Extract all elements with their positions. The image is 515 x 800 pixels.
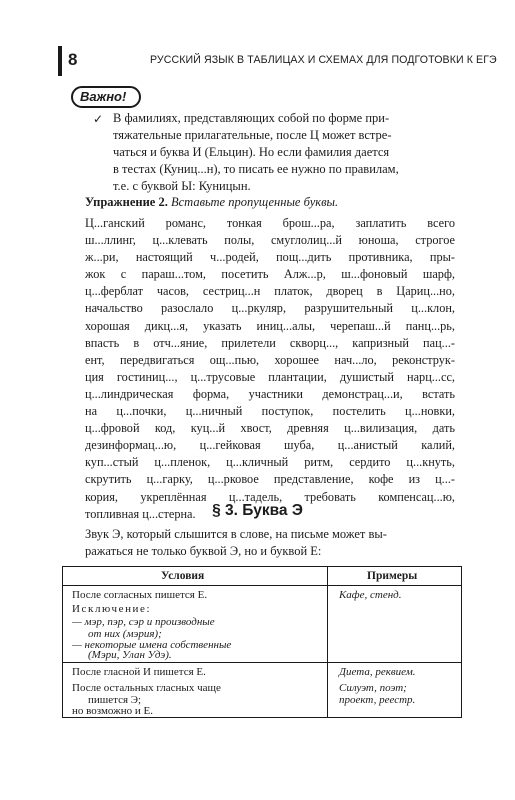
exception-item: (Мэри, Улан Удэ). [88,649,172,661]
rule-vowel-i: После гласной И пишется Е. [72,666,206,678]
exercise-line: на ц...почки, ц...ничный поступок, постелить ц...новки, [85,404,455,419]
example-cell: Силуэт, поэт; [339,682,407,694]
exercise-line: ц...фровой код, куц...й хвост, древняя ц...вилизация, дать [85,421,455,436]
example-cell: Диета, реквием. [339,666,416,678]
exercise-line: дезинформац...ю, ц...гейковая шуба, ц...анистый калий, [85,438,455,453]
exercise-line: хорошая дикц...я, указать иниц...алы, черепаш...й панц...рь, [85,318,455,333]
exception-label: Исключение: [72,603,152,615]
rules-table [62,566,462,718]
running-title: РУССКИЙ ЯЗЫК В ТАБЛИЦАХ И СХЕМАХ ДЛЯ ПОДГОТОВКИ К ЕГЭ [150,54,497,66]
table-divider [327,567,328,717]
exercise-instruction: Вставьте пропущенные буквы. [170,195,339,209]
header-conditions: Условия [161,570,205,582]
exercise-line: ш...ллинг, ц...клевать полы, смуглолиц...й юноша, строгое [85,233,455,248]
important-note [113,110,453,195]
note-line: т.е. с буквой Ы: Куницын. [113,179,251,193]
note-line: в тестах (Куниц...н), то писать ее нужно по правилам, [113,162,399,176]
example-cell: Кафе, стенд. [339,589,402,601]
rule-other-vowels: но возможно и Е. [72,705,153,717]
rule-other-vowels: пишется Э; [88,694,142,706]
exercise-line: топливная ц...стерна. [85,506,196,521]
header-bar [58,46,62,76]
rule-consonant: После согласных пишется Е. [72,589,208,601]
exception-item: — мэр, пэр, сэр и производные [72,616,215,628]
example-cell: проект, реестр. [339,694,416,706]
note-line: чаться и буква И (Ельцин). Но если фамилия дается [113,145,390,159]
exception-item: — некоторые имена собственные [72,639,232,651]
exercise-heading [85,195,338,210]
checkmark-icon: ✓ [93,112,104,126]
important-label: Важно! [80,89,127,104]
exercise-line: кория, укреплённая ц...тадель, требовать компенсац...ю, [85,489,455,504]
exercise-line: ент, передвигаться ощ...пью, хорошее нач...ло, реконструк- [85,352,455,367]
exercise-line: жок с параш...том, посетить Алж...р, ш...фоновый шарф, [85,267,455,282]
exercise-line: впасть в отч...яние, прилетели скворц..., капризный пац...- [85,335,455,350]
intro-line: ражаться не только буквой Э, но и буквой Е: [85,544,322,558]
page-number: 8 [68,50,78,69]
intro-line: Звук Э, который слышится в слове, на письме может вы- [85,527,387,541]
rule-other-vowels: После остальных гласных чаще [72,682,221,694]
section-title: § 3. Буква Э [212,502,303,519]
exercise-line: скрутить ц...гарку, ц...рковое представление, кофе из ц...- [85,472,455,487]
table-header-divider [63,585,461,586]
exercise-line: начальство разослало ц...ркуляр, разрушительный ц...клон, [85,301,455,316]
header-examples: Примеры [367,570,418,582]
note-line: В фамилиях, представляющих собой по форме при- [113,111,390,125]
exercise-line: ж...ри, настоящий ч...родей, пощ...дить противника, пры- [85,250,455,265]
exercise-line: ц...линдрическая форма, участники демонстрац...и, встать [85,386,455,401]
exercise-number: Упражнение 2. [85,195,168,209]
exercise-text [85,215,455,523]
note-line: тяжательные прилагательные, после Ц может встре- [113,128,392,142]
exercise-line: Ц...ганский романс, тонкая брош...ра, заплатить всего [85,216,455,230]
section-intro [85,526,455,560]
exercise-line: куп...стый ц...пленок, ц...кличный ритм, сердито ц...кнуть, [85,455,455,470]
exercise-line: ция гостиниц..., ц...трусовые плантации, душистый нарц...сс, [85,369,455,384]
exception-item: от них (мэрия); [88,628,162,640]
exercise-line: ц...ферблат часов, сестриц...н платок, дворец в Цариц...но, [85,284,455,299]
